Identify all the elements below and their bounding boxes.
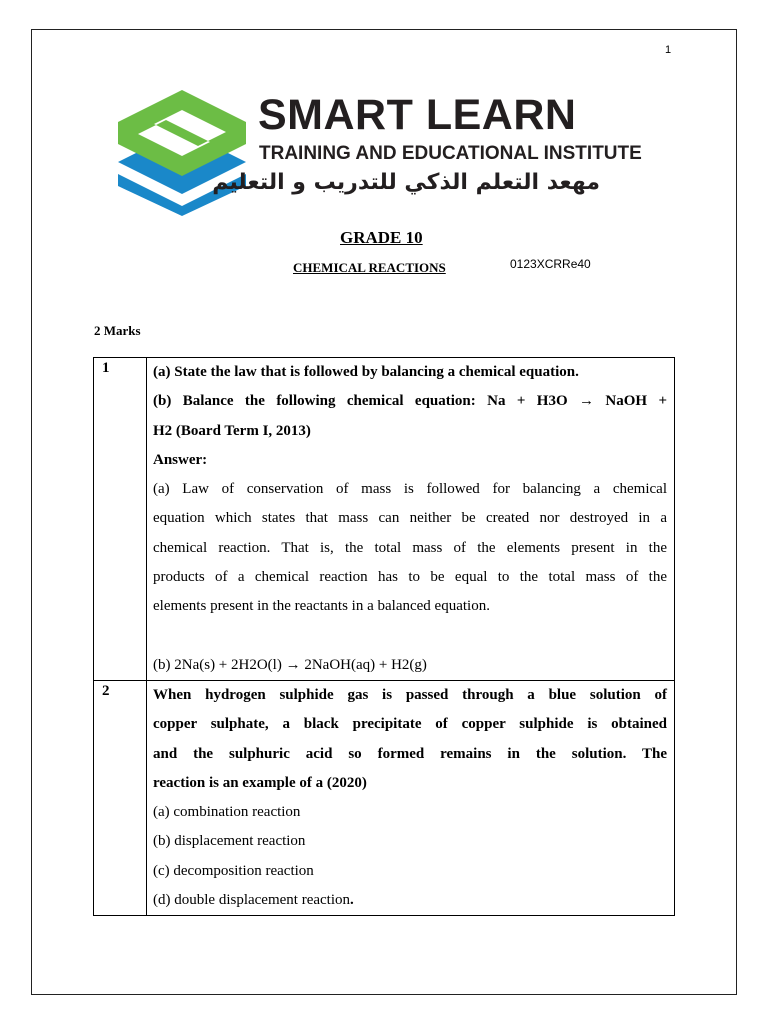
question-body	[147, 358, 675, 681]
question-number: 2	[94, 680, 147, 915]
answer-text-line: products of a chemical reaction has to be equal to the total mass of the	[153, 569, 667, 586]
option-b: (b) displacement reaction	[153, 833, 306, 850]
option-d-text: (d) double displacement reaction	[153, 892, 351, 909]
brand-title: SMART LEARN	[258, 91, 577, 139]
smart-learn-logo-icon	[118, 90, 246, 216]
question-part-a: (a) State the law that is followed by balancing a chemical equation.	[153, 364, 579, 380]
question-body	[147, 680, 675, 915]
answer-text-line: equation which states that mass can neither be created nor destroyed in a	[153, 510, 667, 527]
question-part-b: (b) Balance the following chemical equation: Na + H3O → NaOH +	[153, 393, 667, 410]
spacer	[153, 622, 667, 651]
question-text-line: copper sulphate, a black precipitate of copper sulphide is obtained	[153, 716, 667, 733]
answer-text-line: (a) Law of conservation of mass is followed for balancing a chemical	[153, 481, 667, 498]
page-number: 1	[665, 44, 672, 56]
option-d	[153, 886, 667, 915]
answer-text-line: chemical reaction. That is, the total mass of the elements present in the	[153, 539, 667, 556]
marks-label: 2 Marks	[94, 323, 141, 338]
answer-label: Answer:	[153, 451, 208, 468]
question-text-line: and the sulphuric acid so formed remains in the solution. The	[153, 745, 667, 762]
table-row	[94, 680, 675, 915]
topic-title: CHEMICAL REACTIONS	[293, 260, 446, 275]
question-text-line: When hydrogen sulphide gas is passed through a blue solution of	[153, 686, 667, 703]
brand-arabic-title: مهعد التعلم الذكي للتدريب و التعليم	[212, 170, 600, 195]
brand-subtitle: TRAINING AND EDUCATIONAL INSTITUTE	[259, 143, 642, 164]
option-c: (c) decomposition reaction	[153, 862, 314, 879]
answer-equation: (b) 2Na(s) + 2H2O(l) → 2NaOH(aq) + H2(g)	[153, 656, 427, 673]
question-source: H2 (Board Term I, 2013)	[153, 422, 311, 439]
document-code: 0123XCRRe40	[510, 257, 591, 271]
question-number: 1	[94, 358, 147, 681]
question-text-line: reaction is an example of a (2020)	[153, 774, 367, 791]
grade-title: GRADE 10	[340, 228, 423, 247]
option-d-period: .	[350, 892, 354, 909]
answer-text-line: elements present in the reactants in a balanced equation.	[153, 598, 490, 615]
table-row	[94, 358, 675, 681]
questions-table	[93, 357, 675, 916]
option-a: (a) combination reaction	[153, 804, 301, 821]
